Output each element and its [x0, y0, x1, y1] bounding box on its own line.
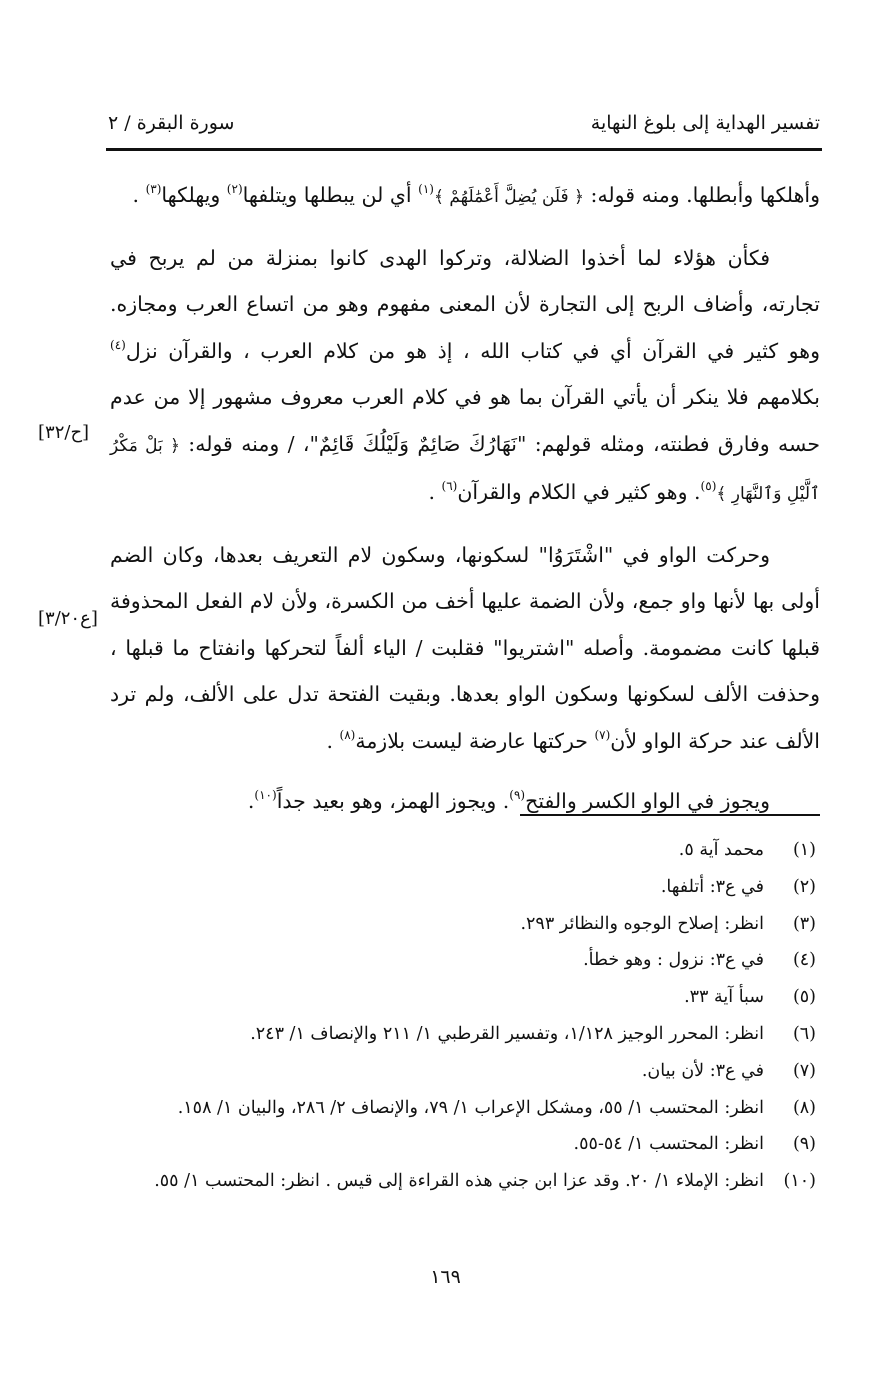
footnote-marker: (٤) [110, 337, 126, 352]
footnote-text: محمد آية ٥. [678, 840, 764, 860]
footnote-item [110, 1053, 820, 1090]
body-paragraph [110, 778, 820, 825]
footnotes [110, 832, 820, 1200]
text-run: . ويجوز الهمز، وهو بعيد جداً [276, 789, 510, 813]
header-rule [106, 148, 822, 151]
footnote-text: في ع٣: نزول : وهو خطأ. [583, 950, 764, 971]
text-run: فكأن هؤلاء لما أخذوا الضلالة، وتركوا الهدى كانوا بمنزلة من لم يربح في تجارته، وأضاف الربح إلى التجارة لأن المعنى مفهوم وهو من اتساع العرب ومجازه. وهو كثير في القرآن أي في كتاب الله ، إذ هو من كلام العرب ، والقرآن نزل [110, 245, 820, 363]
text-run: ويجوز في الواو الكسر والفتح [525, 789, 770, 813]
footnote-text: انظر: المحتسب ١/ ٥٤-٥٥. [573, 1134, 764, 1155]
footnote-marker: (٦) [441, 479, 458, 493]
footnote-item [110, 906, 820, 943]
footnote-text: سبأ آية ٣٣. [684, 987, 764, 1008]
footnote-marker: (١) [418, 182, 434, 196]
footnote-marker: (٢) [226, 182, 243, 196]
footnote-marker: (٨) [339, 727, 356, 742]
footnote-text: في ع٣: أتلفها. [660, 876, 764, 897]
footnote-text: انظر: المحرر الوجيز ١/١٢٨، وتفسير القرطبي ١/ ٢١١ والإنصاف ١/ ٢٤٣. [250, 1023, 764, 1044]
footnote-item [110, 979, 820, 1016]
footnote-marker: (٥) [700, 479, 717, 493]
footnote-item [110, 1090, 820, 1127]
footnote-marker: (١٠) [254, 788, 277, 802]
text-run: . [326, 728, 340, 753]
text-run: بكلامهم فلا ينكر أن يأتي القرآن بما هو في كلام العرب معروف مشهور إلا من عدم حسه وفارق فطنته، ومثله قولهم: "نَهَارُكَ صَائِمٌ وَلَيْلُكَ قَائِمٌ"، / ومنه قوله: [110, 385, 820, 456]
text-run: . وهو كثير في الكلام والقرآن [457, 480, 701, 504]
main-text [110, 172, 820, 825]
footnote-item [110, 1163, 820, 1200]
body-paragraph [110, 235, 820, 518]
footnote-marker: (٩) [509, 788, 526, 802]
footnote-text: انظر: الإملاء ١/ ٢٠. وقد عزا ابن جني هذه القراءة إلى قيس . انظر: المحتسب ١/ ٥٥. [154, 1171, 764, 1192]
margin-ref-manuscript-h: [ح/٣٢] [38, 422, 90, 443]
footnote-number: (٤) [792, 950, 816, 971]
footnote-item [110, 869, 820, 906]
running-header [108, 112, 820, 146]
footnote-marker: (٧) [594, 727, 611, 742]
surah-label: سورة البقرة / ٢ [108, 112, 235, 134]
text-run: أي لن يبطلها ويتلفها [242, 183, 419, 207]
footnote-number: (٣) [792, 913, 816, 934]
margin-ref-manuscript-ain: [ع٣/٢٠] [38, 608, 98, 629]
text-run: وأهلكها وأبطلها. ومنه قوله: [584, 183, 820, 207]
footnote-item [110, 1126, 820, 1163]
quran-quote: ﴿ بَلْ مَكْرُ ٱلَّيْلِ وَٱلنَّهَارِ ﴾ [110, 435, 820, 504]
text-run: . [428, 480, 442, 504]
footnote-number: (٨) [792, 1097, 816, 1118]
footnote-number: (٩) [792, 1134, 816, 1155]
text-run: وحركت الواو في "اشْتَرَوُا" لسكونها، وسكون لام التعريف بعدها، وكان الضم أولى بها لأنها واو جمع، ولأن الضمة عليها أخف من الكسرة، ولأن لام الفعل المحذوفة قبلها كانت مضمومة. وأصله "اشتريوا" فقلبت / الياء ألفاً لتحركها وانفتاح ما قبلها ، وحذفت الألف لسكونها وسكون الواو بعدها. وبقيت الفتحة تدل على الألف، ولم ترد الألف عند حركة الواو لأن [110, 542, 820, 753]
footnote-item [110, 942, 820, 979]
body-paragraph [110, 172, 820, 221]
text-run: حركتها عارضة ليست بلازمة [355, 728, 595, 753]
quran-quote: ﴿ فَلَن يُضِلَّ أَعْمَٰلَهُمْ ﴾ [433, 187, 585, 207]
footnote-separator [520, 814, 820, 816]
book-title: تفسير الهداية إلى بلوغ النهاية [590, 112, 820, 134]
footnote-number: (٢) [792, 876, 816, 897]
footnote-number: (٥) [792, 987, 816, 1008]
text-run: . [132, 183, 146, 207]
text-run: . [247, 789, 255, 813]
footnote-text: انظر: إصلاح الوجوه والنظائر ٢٩٣. [520, 913, 764, 934]
footnote-text: في ع٣: لأن بيان. [641, 1060, 764, 1081]
footnote-item [110, 832, 820, 869]
footnote-number: (٧) [792, 1060, 816, 1081]
page-number: ١٦٩ [430, 1266, 461, 1288]
footnote-number: (٦) [792, 1023, 816, 1044]
body-paragraph [110, 532, 820, 765]
footnote-number: (١٠) [783, 1171, 816, 1192]
text-run: ويهلكها [161, 183, 227, 207]
footnote-item [110, 1016, 820, 1053]
footnote-text: انظر: المحتسب ١/ ٥٥، ومشكل الإعراب ١/ ٧٩، والإنصاف ٢/ ٢٨٦، والبيان ١/ ١٥٨. [177, 1097, 764, 1118]
footnote-number: (١) [792, 840, 816, 860]
footnote-marker: (٣) [145, 182, 162, 196]
